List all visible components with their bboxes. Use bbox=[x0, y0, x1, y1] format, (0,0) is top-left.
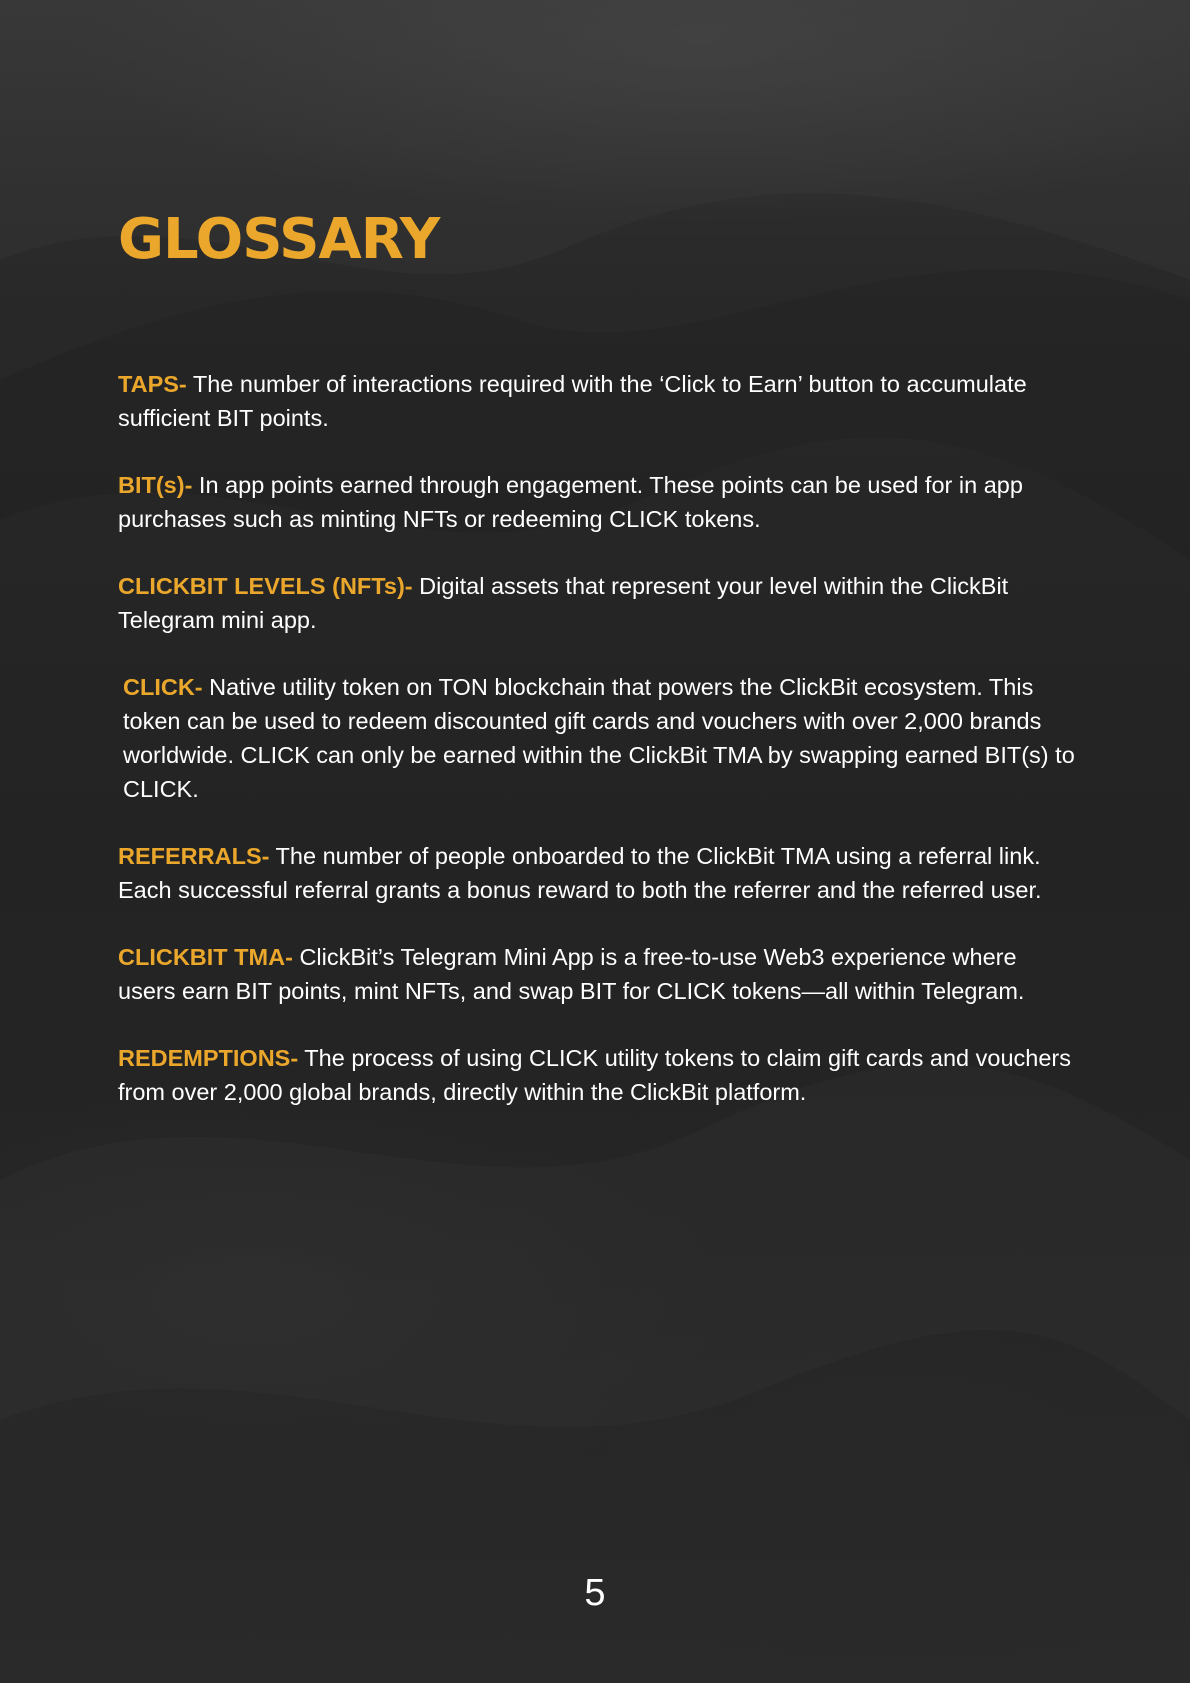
glossary-definition: ClickBit’s Telegram Mini App is a free-to-use Web3 experience where users earn BIT points, mint NFTs, and swap BIT for CLICK tokens—all within Telegram. bbox=[118, 944, 1025, 1004]
glossary-term: BIT(s)- bbox=[118, 472, 193, 498]
glossary-definition: The number of people onboarded to the ClickBit TMA using a referral link. Each successful referral grants a bonus reward to both the referrer and the referred user. bbox=[118, 843, 1042, 903]
glossary-entry-click bbox=[118, 670, 1078, 806]
glossary-entry-referrals bbox=[118, 839, 1078, 907]
page-number: 5 bbox=[584, 1572, 606, 1614]
glossary-entry-redemptions bbox=[118, 1041, 1078, 1109]
glossary-term: CLICKBIT TMA- bbox=[118, 944, 293, 970]
glossary-definition: Native utility token on TON blockchain that powers the ClickBit ecosystem. This token can be used to redeem discounted gift cards and vouchers with over 2,000 brands worldwide. CLICK can only be earned within the ClickBit TMA by swapping earned BIT(s) to CLICK. bbox=[123, 674, 1075, 802]
glossary-definition: The number of interactions required with the ‘Click to Earn’ button to accumulate sufficient BIT points. bbox=[118, 371, 1027, 431]
glossary-definition: In app points earned through engagement. These points can be used for in app purchases such as minting NFTs or redeeming CLICK tokens. bbox=[118, 472, 1023, 532]
glossary-term: REFERRALS- bbox=[118, 843, 270, 869]
glossary-entry-clickbit-levels bbox=[118, 569, 1078, 637]
glossary-term: CLICK- bbox=[123, 674, 203, 700]
glossary-term: REDEMPTIONS- bbox=[118, 1045, 299, 1071]
glossary-entry-bits bbox=[118, 468, 1078, 536]
glossary-term: CLICKBIT LEVELS (NFTs)- bbox=[118, 573, 413, 599]
glossary-definition: The process of using CLICK utility tokens to claim gift cards and vouchers from over 2,000 global brands, directly within the ClickBit platform. bbox=[118, 1045, 1072, 1105]
page-title: GLOSSARY bbox=[118, 207, 440, 272]
glossary-definition: Digital assets that represent your level within the ClickBit Telegram mini app. bbox=[118, 573, 1009, 633]
glossary-entry-clickbit-tma bbox=[118, 940, 1078, 1008]
glossary-list bbox=[118, 367, 1078, 1142]
glossary-entry-taps bbox=[118, 367, 1078, 435]
glossary-term: TAPS- bbox=[118, 371, 187, 397]
